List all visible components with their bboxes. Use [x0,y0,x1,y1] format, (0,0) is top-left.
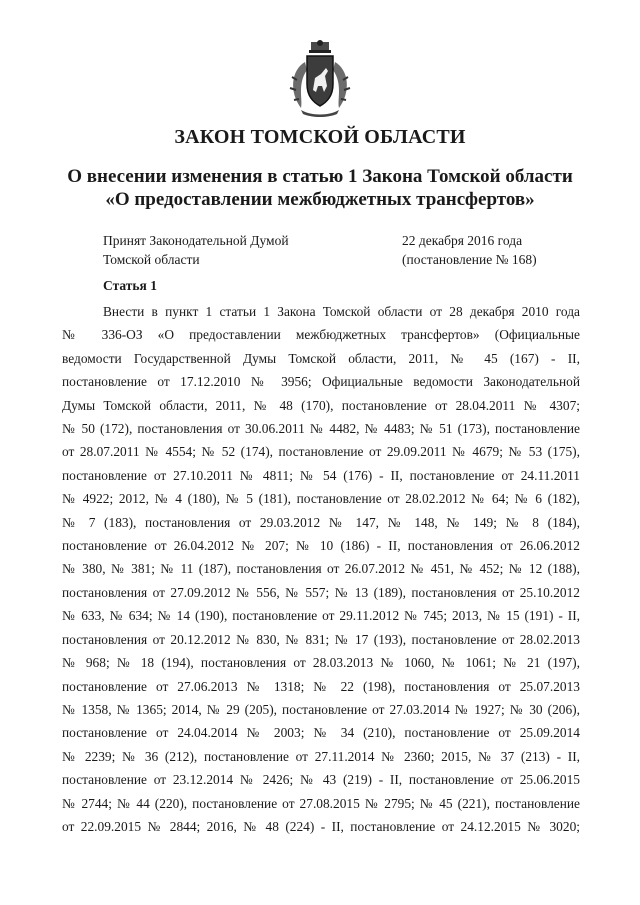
law-title: ЗАКОН ТОМСКОЙ ОБЛАСТИ [174,126,466,148]
article-line: № 380, № 381; № 11 (187), постановления от 26.07.2012 № 451, № 452; № 12 (188), [62,561,580,577]
article-line: постановление от 26.04.2012 № 207; № 10 (186) - II, постановления от 26.06.2012 [62,538,580,554]
article-line: постановление от 17.12.2010 № 3956; Официальные ведомости Законодательной [62,374,580,390]
article-line: № 2744; № 44 (220), постановление от 27.08.2015 № 2795; № 45 (221), постановление [62,795,580,811]
article-line: постановление от 24.04.2014 № 2003; № 34 (210), постановление от 25.09.2014 [62,725,580,741]
subtitle-line-2: «О предоставлении межбюджетных трансфертов» [105,189,535,210]
coat-of-arms-icon [287,40,353,118]
adopted-by [103,231,289,269]
article-line: № 50 (172), постановления от 30.06.2011 № 4482, № 4483; № 51 (173), постановление [62,421,580,437]
adoption-date-line-2: (постановление № 168) [402,252,537,267]
article-body [62,300,580,838]
article-line: постановления от 20.12.2012 № 830, № 831; № 17 (193), постановление от 28.02.2013 [62,631,580,647]
adoption-date [402,231,537,269]
article-heading: Статья 1 [103,278,157,293]
article-line: № 633, № 634; № 14 (190), постановление от 29.11.2012 № 745; 2013, № 15 (191) - II, [62,608,580,624]
article-line: от 22.09.2015 № 2844; 2016, № 48 (224) - II, постановление от 24.12.2015 № 3020; [62,818,580,834]
article-line: № 968; № 18 (194), постановления от 28.03.2013 № 1060, № 1061; № 21 (197), [62,655,580,671]
article-line: № 2239; № 36 (212), постановление от 27.11.2014 № 2360; 2015, № 37 (213) - II, [62,748,580,764]
article-line: № 1358, № 1365; 2014, № 29 (205), постановление от 27.03.2014 № 1927; № 30 (206), [62,701,580,717]
article-line: Внести в пункт 1 статьи 1 Закона Томской области от 28 декабря 2010 года [103,304,580,319]
article-line: Думы Томской области, 2011, № 48 (170), постановление от 28.04.2011 № 4307; [62,397,580,413]
article-line: № 336-ОЗ «О предоставлении межбюджетных трансфертов» (Официальные [62,327,580,343]
adopted-by-line-1: Принят Законодательной Думой [103,233,289,248]
article-line: постановления от 27.09.2012 № 556, № 557; № 13 (189), постановления от 25.10.2012 [62,584,580,600]
article-line: постановление от 27.10.2011 № 4811; № 54 (176) - II, постановление от 24.11.2011 [62,467,580,483]
subtitle-line-1: О внесении изменения в статью 1 Закона Томской области [67,166,573,187]
article-line: ведомости Государственной Думы Томской области, 2011, № 45 (167) - II, [62,350,580,366]
adopted-by-line-2: Томской области [103,252,200,267]
article-line: постановление от 23.12.2014 № 2426; № 43 (219) - II, постановление от 25.06.2015 [62,772,580,788]
article-line: № 4922; 2012, № 4 (180), № 5 (181), постановление от 28.02.2012 № 64; № 6 (182), [62,491,580,507]
article-line: постановление от 27.06.2013 № 1318; № 22 (198), постановления от 25.07.2013 [62,678,580,694]
adoption-date-line-1: 22 декабря 2016 года [402,233,523,248]
article-line: от 28.07.2011 № 4554; № 52 (174), постановление от 29.09.2011 № 4679; № 53 (175), [62,444,580,460]
article-line: № 7 (183), постановления от 29.03.2012 № 147, № 148, № 149; № 8 (184), [62,514,580,530]
law-subtitle [0,165,640,211]
